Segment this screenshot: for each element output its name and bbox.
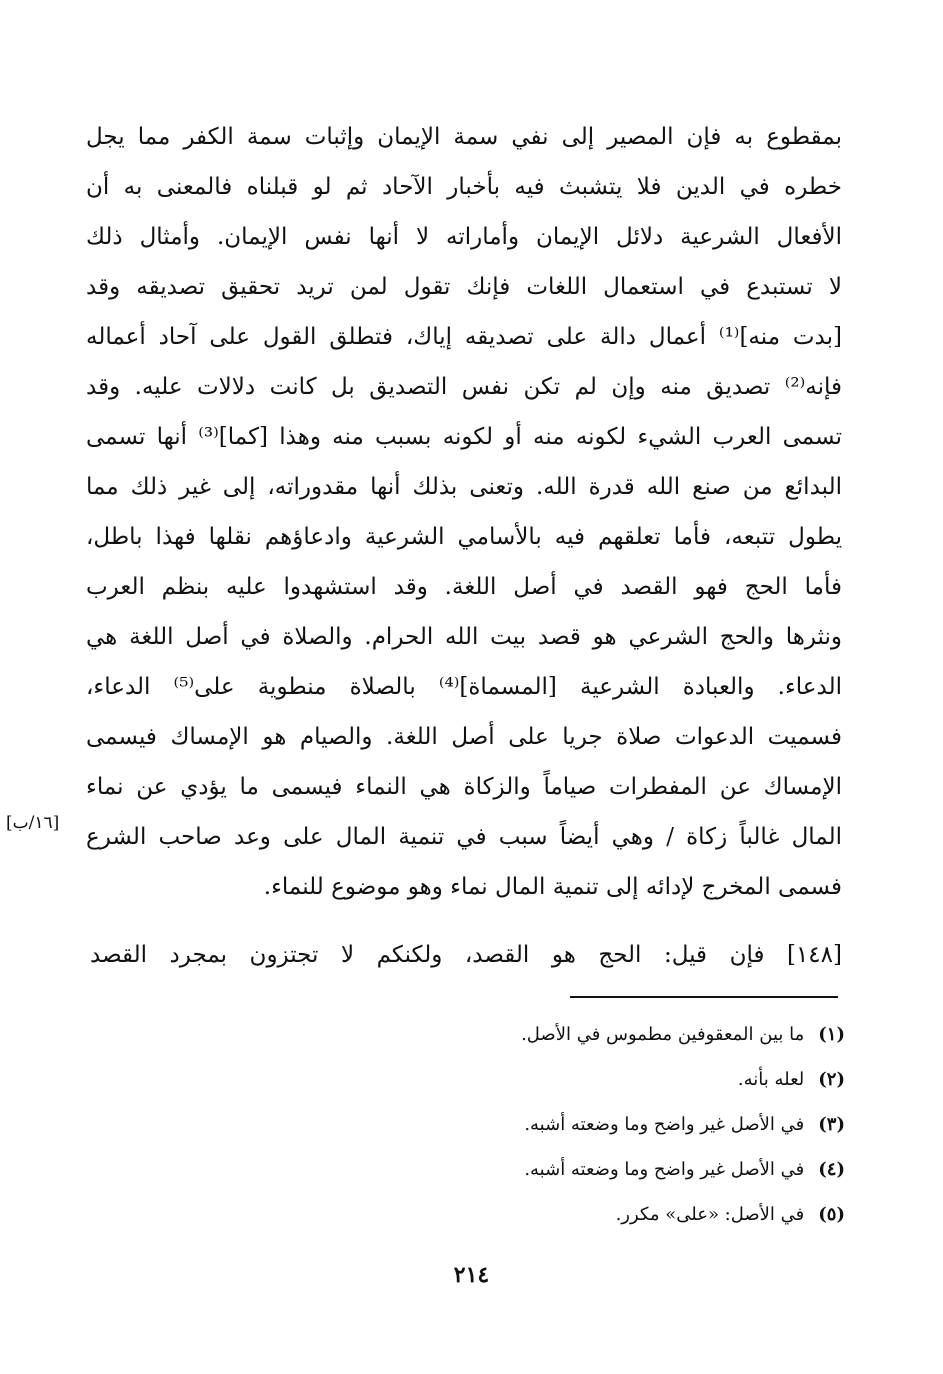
main-text-block (86, 112, 842, 912)
text-line: الإمساك عن المفطرات صياماً والزكاة هي النماء فيسمى ما يؤدي عن نماء (86, 774, 842, 800)
footnote-number: (٣) (818, 1114, 845, 1135)
footnote-number: (٢) (818, 1069, 845, 1090)
footnote-divider (570, 996, 838, 998)
footnote-text: في الأصل: «على» مكرر. (615, 1204, 805, 1225)
text-line: البدائع من صنع الله قدرة الله. وتعنى بذلك أنها مقدوراته، إلى غير ذلك مما (86, 474, 842, 500)
footnote-number: (١) (818, 1024, 845, 1045)
footnote-item (300, 1192, 845, 1237)
footnote-number: (٤) (818, 1159, 845, 1180)
text-line: المال غالباً زكاة / وهي أيضاً سبب في تنمية المال على وعد صاحب الشرع (86, 824, 842, 850)
text-line: ونثرها والحج الشرعي هو قصد بيت الله الحرام. والصلاة في أصل اللغة هي (86, 624, 842, 650)
footnote-number: (٥) (818, 1204, 845, 1225)
footnote-text: لعله بأنه. (737, 1069, 805, 1090)
footnotes (300, 1012, 845, 1237)
footnote-item (300, 1102, 845, 1147)
text-line: فأما الحج فهو القصد في أصل اللغة. وقد استشهدوا عليه بنظم العرب (86, 574, 842, 600)
text-line: الدعاء. والعبادة الشرعية [المسماة]⁽⁴⁾ بالصلاة منطوية على⁽⁵⁾ الدعاء، (86, 674, 842, 700)
page-number: ٢١٤ (453, 1262, 490, 1288)
text-line: تسمى العرب الشيء لكونه منه أو لكونه بسبب منه وهذا [كما]⁽³⁾ أنها تسمى (86, 424, 842, 450)
text-line: خطره في الدين فلا يتشبث فيه بأخبار الآحاد ثم لو قبلناه فالمعنى به أن (86, 174, 842, 200)
text-line: [بدت منه]⁽¹⁾ أعمال دالة على تصديقه إياك، فتطلق القول على آحاد أعماله (86, 324, 842, 350)
footnote-item (300, 1057, 845, 1102)
footnote-text: في الأصل غير واضح وما وضعته أشبه. (524, 1114, 805, 1135)
footnote-text: في الأصل غير واضح وما وضعته أشبه. (524, 1159, 805, 1180)
text-line: يطول تتبعه، فأما تعلقهم فيه بالأسامي الشرعية وادعاؤهم نقلها فهذا باطل، (86, 524, 842, 550)
text-line: فسمى المخرج لإدائه إلى تنمية المال نماء وهو موضوع للنماء. (263, 874, 842, 900)
text-line: لا تستبدع في استعمال اللغات فإنك تقول لمن تريد تحقيق تصديقه وقد (86, 274, 842, 300)
footnote-text: ما بين المعقوفين مطموس في الأصل. (521, 1024, 805, 1045)
text-line: فإنه⁽²⁾ تصديق منه وإن لم تكن نفس التصديق بل كانت دلالات عليه. وقد (86, 374, 842, 400)
footnote-item (300, 1147, 845, 1192)
paragraph-148: [١٤٨] فإن قيل: الحج هو القصد، ولكنكم لا تجتزون بمجرد القصد (90, 942, 842, 968)
text-line: الأفعال الشرعية دلائل الإيمان وأماراته لا أنها نفس الإيمان. وأمثال ذلك (86, 224, 842, 250)
text-line: فسميت الدعوات صلاة جريا على أصل اللغة. والصيام هو الإمساك فيسمى (86, 724, 842, 750)
folio-margin-note: [١٦/ب] (6, 813, 60, 833)
text-line: بمقطوع به فإن المصير إلى نفي سمة الإيمان وإثبات سمة الكفر مما يجل (86, 124, 842, 150)
footnote-item (300, 1012, 845, 1057)
